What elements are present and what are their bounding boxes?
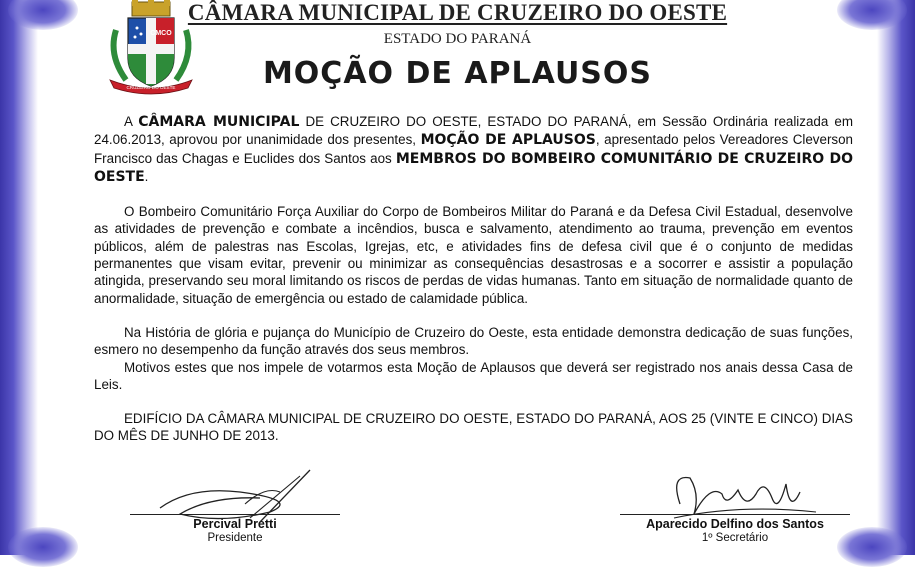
p1-highlight-motion: MOÇÃO DE APLAUSOS (420, 132, 596, 149)
paragraph-4: Motivos estes que nos impele de votarmos esta Moção de Aplausos que deverá ser registrado nos anais dessa Casa de Leis. (94, 359, 853, 392)
handwritten-signature-secretary (660, 464, 830, 524)
p1-text-e: , apresentado pelos Vereadores Cleverson Francisco das Chagas e Euclides dos Santos aos (94, 132, 854, 166)
state-name: ESTADO DO PARANÁ (383, 31, 532, 47)
left-decorative-border (0, 0, 38, 555)
handwritten-signature-president (150, 466, 320, 526)
document-title: MOÇÃO DE APLAUSOS (262, 56, 653, 91)
signature-block-secretary (620, 458, 850, 544)
p1-text-g: . (144, 168, 149, 184)
document-body (94, 113, 853, 445)
secretary-role: 1º Secretário (701, 532, 769, 544)
secretary-name: Aparecido Delfino dos Santos (646, 517, 824, 531)
closing-statement: EDIFÍCIO DA CÂMARA MUNICIPAL DE CRUZEIRO DO OESTE, ESTADO DO PARANÁ, AOS 25 (VINTE E CINCO) DIAS DO MÊS DE JUNHO DE 2013. (94, 411, 853, 444)
p1-text-c: DE CRUZEIRO DO OESTE, ESTADO DO PARANÁ, em Sessão Ordinária realizada em 24.06.2013, aprovou por unanimidade dos presentes, (94, 114, 853, 148)
chamber-name: CÂMARA MUNICIPAL DE CRUZEIRO DO OESTE (187, 0, 728, 25)
crest-ribbon: CRUZEIRO DO OESTE (126, 85, 176, 90)
paragraph-3: Na História de glória e pujança do Município de Cruzeiro do Oeste, esta entidade demonstra dedicação de suas funções, esmero no desempenho da função através dos seus membros. (94, 324, 853, 358)
p1-highlight-members: MEMBROS DO BOMBEIRO COMUNITÁRIO DE CRUZEIRO DO OESTE (94, 150, 853, 185)
president-name: Percival Pretti (193, 517, 277, 531)
p1-text-a: A (124, 114, 139, 129)
crest-label: CMCO (150, 30, 172, 37)
paragraph-1 (94, 113, 853, 186)
signature-block-president (130, 458, 340, 544)
paragraph-2: O Bombeiro Comunitário Força Auxiliar do Corpo de Bombeiros Militar do Paraná e da Defesa Civil Estadual, desenvolve as atividades de prevenção e combate a incêndios, busca e salvamento, atendimento ao trauma, prevenção em eventos públicos, além de palestras nas Escolas, Igrejas, etc, e atividades fins de defesa civil que é o conjunto de medidas permanentes que visam evitar, prevenir ou minimizar as consequências desastrosas e a socorrer e assistir a população atingida, preservando seu moral limitando os riscos de perdas de vidas humanas. Tanto em situação de normalidade quanto de anormalidade, situação de emergência ou estado de calamidade pública. (94, 204, 853, 306)
right-decorative-border (877, 0, 915, 555)
president-role: Presidente (207, 532, 263, 544)
p1-highlight-chamber: CÂMARA MUNICIPAL (138, 114, 300, 130)
document-page (40, 0, 875, 555)
